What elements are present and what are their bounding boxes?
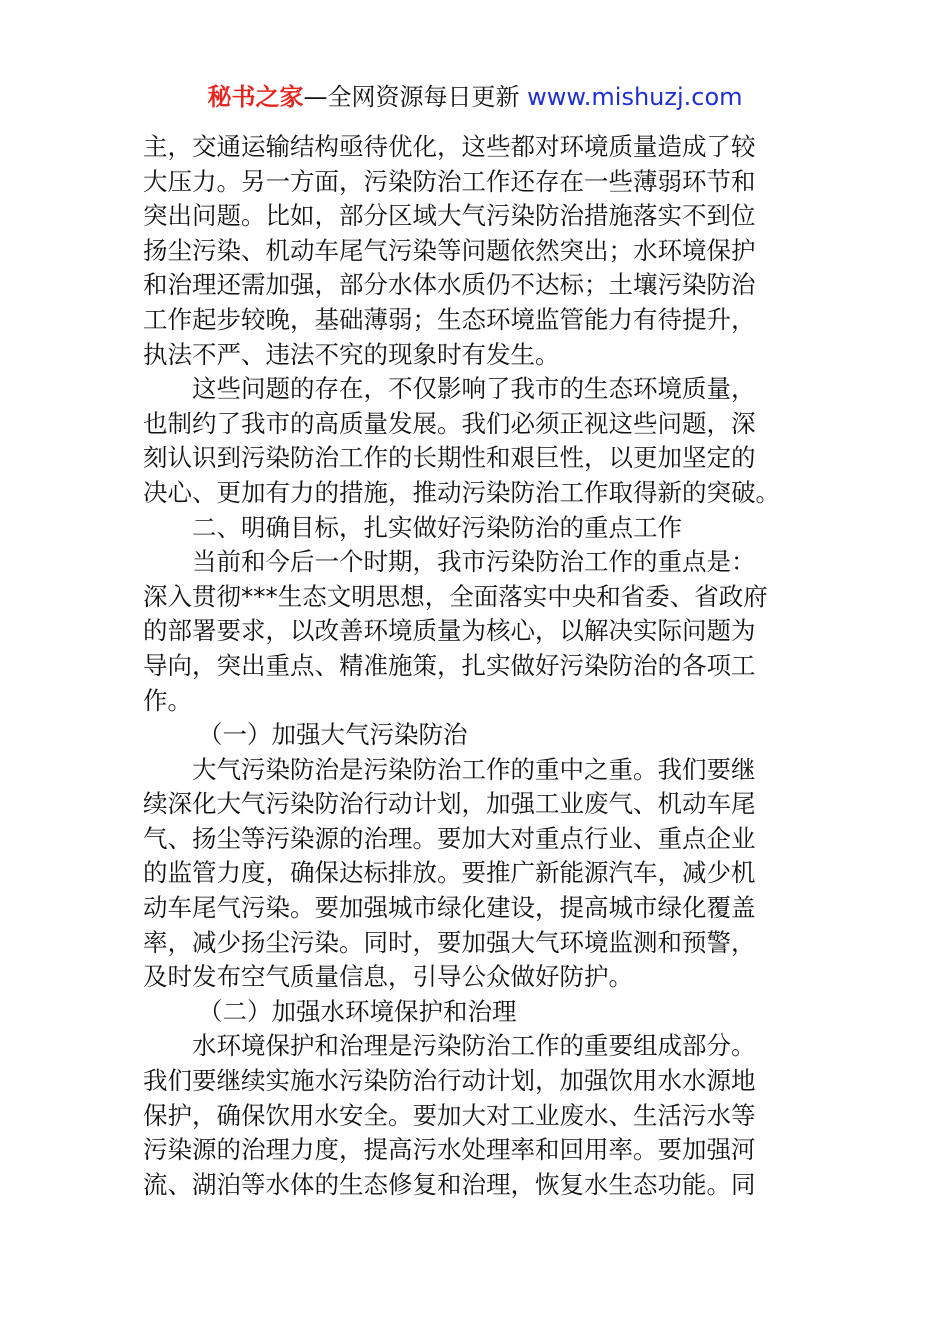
text-line: 当前和今后一个时期，我市污染防治工作的重点是： [192,547,756,577]
text-line: 的监管力度，确保达标排放。要推广新能源汽车，减少机 [143,858,756,888]
site-header [0,80,950,114]
paragraph-problems [143,130,808,372]
text-line: 导向，突出重点、精准施策，扎实做好污染防治的各项工 [143,650,756,680]
text-line: 作。 [143,685,192,715]
document-body [143,130,808,1202]
text-line: 污染源的治理力度，提高污水处理率和回用率。要加强河 [143,1135,756,1165]
text-line: 深入贯彻***生态文明思想，全面落实中央和省委、省政府 [143,581,768,611]
section-heading-2 [143,511,808,546]
text-line: 这些问题的存在，不仅影响了我市的生态环境质量， [192,374,756,404]
text-line: 执法不严、违法不究的现象时有发生。 [143,339,560,369]
subsection-title: （二）加强水环境保护和治理 [198,996,517,1026]
paragraph-air [143,753,808,995]
text-line: 主，交通运输结构亟待优化，这些都对环境质量造成了较 [143,132,756,161]
text-line: 的部署要求，以改善环境质量为核心，以解决实际问题为 [143,616,756,646]
section-title: 二、明确目标，扎实做好污染防治的重点工作 [192,512,682,542]
subsection-title: （一）加强大气污染防治 [198,720,468,750]
paragraph-water [143,1029,808,1202]
text-line: 突出问题。比如，部分区域大气污染防治措施落实不到位 [143,201,756,231]
paragraph-focus [143,545,808,718]
text-line: 也制约了我市的高质量发展。我们必须正视这些问题，深 [143,408,756,438]
text-line: 工作起步较晚，基础薄弱；生态环境监管能力有待提升， [143,304,756,334]
paragraph-impact [143,372,808,510]
site-url-link[interactable]: www.mishuzj.com [527,83,743,111]
text-line: 率，减少扬尘污染。同时，要加强大气环境监测和预警， [143,927,756,957]
text-line: 动车尾气污染。要加强城市绿化建设，提高城市绿化覆盖 [143,893,756,923]
text-line: 决心、更加有力的措施，推动污染防治工作取得新的突破。 [143,477,780,507]
text-line: 大压力。另一方面，污染防治工作还存在一些薄弱环节和 [143,166,756,196]
text-line: 气、扬尘等污染源的治理。要加大对重点行业、重点企业 [143,823,756,853]
text-line: 流、湖泊等水体的生态修复和治理，恢复水生态功能。同 [143,1169,756,1199]
text-line: 保护，确保饮用水安全。要加大对工业废水、生活污水等 [143,1100,756,1130]
text-line: 大气污染防治是污染防治工作的重中之重。我们要继 [192,754,756,784]
site-brand: 秘书之家 [207,83,304,111]
text-line: 水环境保护和治理是污染防治工作的重要组成部分。 [192,1031,756,1061]
text-line: 扬尘污染、机动车尾气污染等问题依然突出；水环境保护 [143,235,756,265]
text-line: 和治理还需加强，部分水体水质仍不达标；土壤污染防治 [143,270,756,300]
text-line: 刻认识到污染防治工作的长期性和艰巨性，以更加坚定的 [143,443,756,473]
subsection-heading-air [143,718,808,753]
subsection-heading-water [143,995,808,1030]
site-tagline: —全网资源每日更新 [303,83,528,111]
text-line: 我们要继续实施水污染防治行动计划，加强饮用水水源地 [143,1066,756,1096]
text-line: 续深化大气污染防治行动计划，加强工业废气、机动车尾 [143,789,756,819]
text-line: 及时发布空气质量信息，引导公众做好防护。 [143,962,633,992]
